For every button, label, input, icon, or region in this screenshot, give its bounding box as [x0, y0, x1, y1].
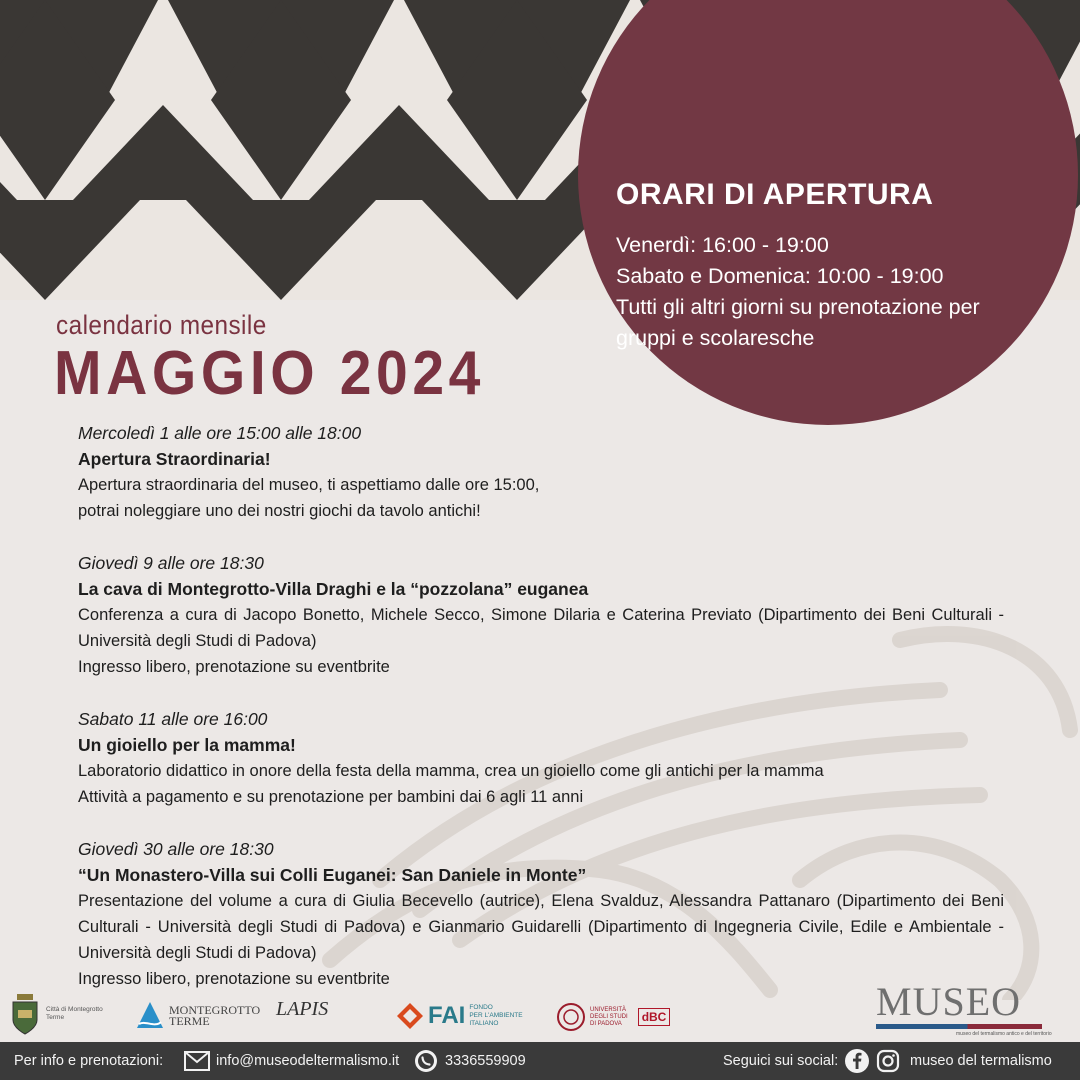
- events-list: [78, 420, 1004, 1018]
- dbc-logo: dBC: [638, 1008, 671, 1026]
- event-title: La cava di Montegrotto-Villa Draghi e la “pozzolana” euganea: [78, 579, 589, 599]
- fai-fondo: FONDO: [469, 1004, 493, 1011]
- event-date: Giovedì 30 alle ore 18:30: [78, 839, 274, 859]
- fai-italiano: ITALIANO: [469, 1020, 499, 1027]
- opening-hours-title: ORARI DI APERTURA: [616, 178, 934, 211]
- event-title: “Un Monastero-Villa sui Colli Euganei: San Daniele in Monte”: [78, 865, 587, 885]
- water-drop-icon: [135, 1000, 165, 1032]
- event-description: Attività a pagamento e su prenotazione per bambini dai 6 agli 11 anni: [78, 788, 584, 806]
- instagram-link[interactable]: [876, 1042, 900, 1080]
- fai-logo[interactable]: [396, 1002, 523, 1030]
- event-description: Presentazione del volume a cura di Giulia Becevello (autrice), Elena Svalduz, Alessandra Pattanaro (Dipartimento dei Beni Culturali - Università degli Studi di Padova) e Gianmario Guidarelli (Dipartimento di Ingegneria Civile, Edile e Ambientale - Università degli Studi di Padova): [78, 892, 1004, 962]
- montegrotto-terme-logo[interactable]: [135, 1000, 260, 1032]
- fai-mark-icon: [396, 1002, 424, 1030]
- hours-line-weekend: Sabato e Domenica: 10:00 - 19:00: [616, 264, 944, 288]
- email-link[interactable]: [184, 1042, 399, 1080]
- event-description: Apertura straordinaria del museo, ti aspettiamo dalle ore 15:00,: [78, 476, 540, 494]
- event-date: Giovedì 9 alle ore 18:30: [78, 553, 264, 573]
- event-item: [78, 706, 1004, 810]
- museo-logo[interactable]: [876, 980, 1052, 1037]
- event-date: Sabato 11 alle ore 16:00: [78, 709, 268, 729]
- unipd-seal-icon: [556, 1002, 586, 1032]
- unipd-line3: DI PADOVA: [590, 1020, 622, 1027]
- instagram-icon: [876, 1049, 900, 1073]
- social-name: museo del termalismo: [910, 1053, 1052, 1069]
- event-description: Conferenza a cura di Jacopo Bonetto, Michele Secco, Simone Dilaria e Caterina Previato (Dipartimento dei Beni Culturali - Università degli Studi di Padova): [78, 606, 1004, 650]
- unipd-line1: UNIVERSITÀ: [590, 1006, 627, 1013]
- unipd-line2: DEGLI STUDI: [590, 1013, 628, 1020]
- social-label: Seguici sui social:: [723, 1053, 839, 1069]
- lapis-label: LAPIS: [276, 998, 329, 1020]
- facebook-icon: [844, 1048, 870, 1074]
- facebook-link[interactable]: [844, 1042, 870, 1080]
- event-description: Ingresso libero, prenotazione su eventbrite: [78, 658, 390, 676]
- event-title: Apertura Straordinaria!: [78, 449, 271, 469]
- museo-underline: [876, 1024, 1042, 1029]
- museo-label: MUSEO: [876, 979, 1022, 1024]
- unipd-logo[interactable]: [556, 1002, 670, 1032]
- whatsapp-icon: [414, 1049, 438, 1073]
- event-item: [78, 420, 1004, 524]
- terme-label: TERME: [169, 1014, 210, 1028]
- phone-link[interactable]: [414, 1042, 526, 1080]
- event-description: Laboratorio didattico in onore della festa della mamma, crea un gioiello come gli antichi per la mamma: [78, 762, 824, 780]
- phone-text: 3336559909: [445, 1053, 526, 1069]
- lapis-logo[interactable]: [276, 998, 328, 1021]
- museo-tagline: museo del termalismo antico e del territorio: [956, 1031, 1052, 1037]
- event-date: Mercoledì 1 alle ore 15:00 alle 18:00: [78, 423, 362, 443]
- citta-montegrotto-label: Città di Montegrotto Terme: [46, 1006, 103, 1021]
- hours-line-other: Tutti gli altri giorni su prenotazione per: [616, 295, 980, 319]
- event-item: [78, 836, 1004, 992]
- hours-line-friday: Venerdì: 16:00 - 19:00: [616, 233, 829, 257]
- event-title: Un gioiello per la mamma!: [78, 735, 296, 755]
- event-item: [78, 550, 1004, 680]
- info-label: Per info e prenotazioni:: [14, 1053, 164, 1069]
- envelope-icon: [184, 1051, 210, 1071]
- coat-of-arms-icon: [10, 992, 40, 1036]
- opening-hours: [616, 178, 1036, 354]
- email-text: info@museodeltermalismo.it: [216, 1053, 400, 1069]
- event-description: potrai noleggiare uno dei nostri giochi da tavolo antichi!: [78, 502, 481, 520]
- footer-bar: [0, 1042, 1080, 1080]
- fai-ambiente: PER L'AMBIENTE: [469, 1012, 523, 1019]
- calendar-subtitle: calendario mensile: [56, 310, 267, 340]
- calendar-title: MAGGIO 2024: [54, 339, 486, 408]
- fai-label: FAI: [428, 1002, 466, 1029]
- montegrotto-label: MONTEGROTTO: [169, 1003, 261, 1017]
- event-description: Ingresso libero, prenotazione su eventbrite: [78, 970, 390, 988]
- citta-montegrotto-logo[interactable]: [10, 992, 104, 1036]
- hours-line-groups: gruppi e scolaresche: [616, 326, 815, 350]
